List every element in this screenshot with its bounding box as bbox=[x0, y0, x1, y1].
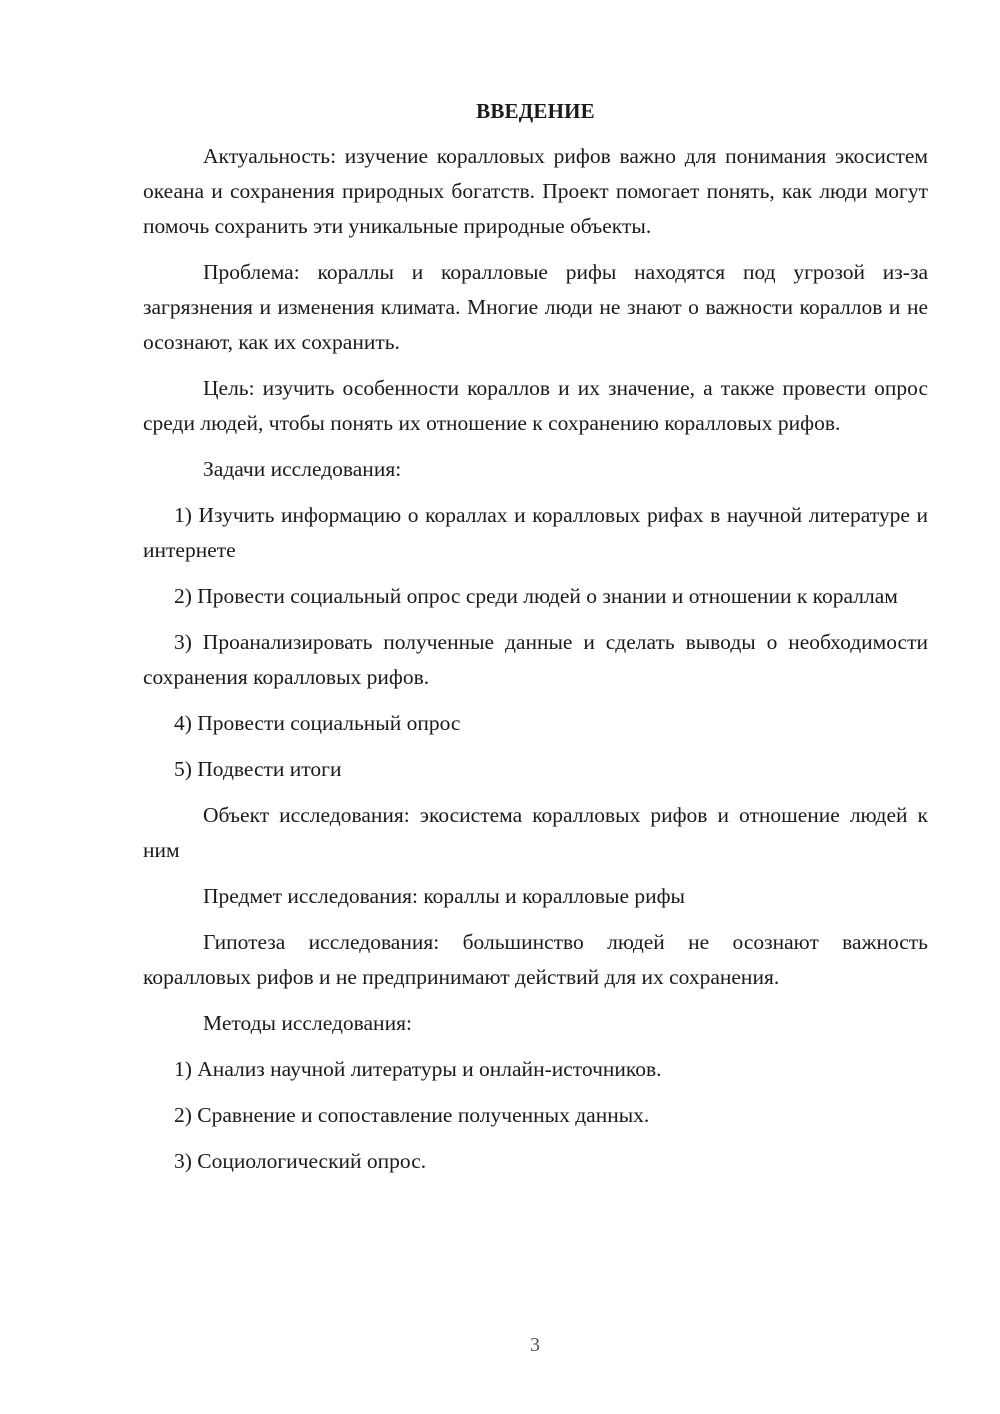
paragraph-object: Объект исследования: экосистема коралловых рифов и отношение людей к ним bbox=[143, 803, 928, 862]
paragraph-hypothesis: Гипотеза исследования: большинство людей не осознают важность коралловых рифов и не предпринимают действий для их сохранения. bbox=[143, 930, 928, 989]
paragraph-goal: Цель: изучить особенности кораллов и их значение, а также провести опрос среди людей, чтобы понять их отношение к сохранению коралловых рифов. bbox=[143, 376, 928, 435]
method-item-1: 1) Анализ научной литературы и онлайн-источников. bbox=[174, 1057, 662, 1081]
task-item-4: 4) Провести социальный опрос bbox=[174, 711, 461, 735]
tasks-heading: Задачи исследования: bbox=[203, 457, 402, 481]
task-item-1: 1) Изучить информацию о кораллах и коралловых рифах в научной литературе и интернете bbox=[143, 503, 928, 562]
page-number: 3 bbox=[530, 1334, 540, 1356]
page-content bbox=[143, 96, 928, 1179]
paragraph-subject: Предмет исследования: кораллы и коралловые рифы bbox=[203, 884, 686, 908]
task-item-3: 3) Проанализировать полученные данные и сделать выводы о необходимости сохранения коралловых рифов. bbox=[143, 630, 928, 689]
task-item-5: 5) Подвести итоги bbox=[174, 757, 342, 781]
paragraph-relevance: Актуальность: изучение коралловых рифов важно для понимания экосистем океана и сохранения природных богатств. Проект помогает понять, как люди могут помочь сохранить эти уникальные природные объекты. bbox=[143, 144, 928, 238]
page-title: ВВЕДЕНИЕ bbox=[476, 99, 595, 123]
task-item-2: 2) Провести социальный опрос среди людей о знании и отношении к кораллам bbox=[174, 584, 898, 608]
method-item-2: 2) Сравнение и сопоставление полученных данных. bbox=[174, 1103, 650, 1127]
method-item-3: 3) Социологический опрос. bbox=[174, 1149, 427, 1173]
paragraph-problem: Проблема: кораллы и коралловые рифы находятся под угрозой из-за загрязнения и изменения климата. Многие люди не знают о важности кораллов и не осознают, как их сохранить. bbox=[143, 260, 928, 354]
methods-heading: Методы исследования: bbox=[203, 1011, 412, 1035]
